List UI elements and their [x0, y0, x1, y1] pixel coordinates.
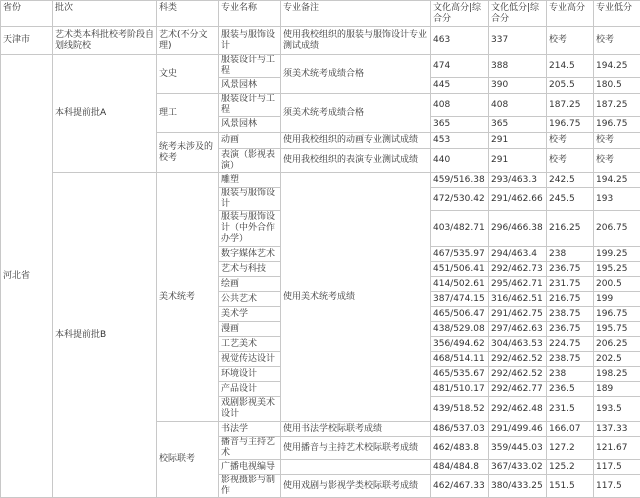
prof-high-cell: 196.75 [547, 117, 594, 133]
culture-high-cell: 451/506.41 [431, 262, 489, 277]
major-cell: 雕塑 [219, 173, 281, 188]
culture-high-cell: 414/502.61 [431, 277, 489, 292]
culture-low-cell: 291 [489, 149, 547, 173]
major-cell: 美术学 [219, 307, 281, 322]
prof-high-cell: 224.75 [547, 337, 594, 352]
major-cell: 广播电视编导 [219, 460, 281, 475]
culture-low-cell: 292/462.52 [489, 352, 547, 367]
major-cell: 绘画 [219, 277, 281, 292]
prof-high-cell: 231.5 [547, 397, 594, 422]
major-cell: 服装设计与工程 [219, 55, 281, 78]
header-province: 省份 [1, 1, 53, 27]
prof-high-cell: 校考 [547, 149, 594, 173]
batch-cell: 本科提前批A [53, 55, 157, 173]
major-cell: 动画 [219, 133, 281, 149]
major-cell: 漫画 [219, 322, 281, 337]
table-row [1, 55, 640, 78]
major-cell: 服装设计与工程 [219, 94, 281, 117]
culture-low-cell: 291/499.46 [489, 422, 547, 437]
prof-high-cell: 125.2 [547, 460, 594, 475]
major-cell: 播音与主持艺术 [219, 437, 281, 460]
prof-high-cell: 216.75 [547, 292, 594, 307]
note-cell: 须美术统考成绩合格 [281, 94, 431, 133]
header-note: 专业备注 [281, 1, 431, 27]
culture-low-cell: 292/462.73 [489, 262, 547, 277]
culture-low-cell: 316/462.51 [489, 292, 547, 307]
category-cell: 校际联考 [157, 422, 219, 498]
prof-low-cell: 199 [594, 292, 640, 307]
prof-high-cell: 214.5 [547, 55, 594, 78]
prof-high-cell: 238 [547, 247, 594, 262]
culture-low-cell: 294/463.4 [489, 247, 547, 262]
prof-low-cell: 198.25 [594, 367, 640, 382]
prof-high-cell: 205.5 [547, 78, 594, 94]
note-cell: 使用美术统考成绩 [281, 173, 431, 422]
culture-low-cell: 292/462.77 [489, 382, 547, 397]
prof-low-cell: 194.25 [594, 55, 640, 78]
prof-low-cell: 180.5 [594, 78, 640, 94]
prof-high-cell: 231.75 [547, 277, 594, 292]
note-cell: 使用戏剧与影视学类校际联考成绩 [281, 475, 431, 498]
major-cell: 风景园林 [219, 78, 281, 94]
culture-low-cell: 365 [489, 117, 547, 133]
note-cell: 使用我校组织的动画专业测试成绩 [281, 133, 431, 149]
prof-low-cell: 202.5 [594, 352, 640, 367]
header-culture-low: 文化低分|综合分 [489, 1, 547, 27]
prof-low-cell: 206.25 [594, 337, 640, 352]
prof-high-cell: 236.75 [547, 262, 594, 277]
prof-high-cell: 166.07 [547, 422, 594, 437]
major-cell: 公共艺术 [219, 292, 281, 307]
table-row [1, 27, 640, 55]
prof-low-cell: 117.5 [594, 475, 640, 498]
prof-high-cell: 151.5 [547, 475, 594, 498]
header-culture-high: 文化高分|综合分 [431, 1, 489, 27]
major-cell: 服装与服饰设计 [219, 188, 281, 211]
major-cell: 服装与服饰设计 [219, 27, 281, 55]
prof-high-cell: 238.75 [547, 307, 594, 322]
major-cell: 戏剧影视美术设计 [219, 397, 281, 422]
prof-low-cell: 196.75 [594, 117, 640, 133]
culture-high-cell: 465/535.67 [431, 367, 489, 382]
major-cell: 艺术与科技 [219, 262, 281, 277]
culture-low-cell: 388 [489, 55, 547, 78]
culture-high-cell: 465/506.47 [431, 307, 489, 322]
culture-high-cell: 467/535.97 [431, 247, 489, 262]
culture-low-cell: 367/433.02 [489, 460, 547, 475]
prof-low-cell: 195.75 [594, 322, 640, 337]
culture-high-cell: 438/529.08 [431, 322, 489, 337]
prof-high-cell: 校考 [547, 133, 594, 149]
culture-high-cell: 474 [431, 55, 489, 78]
culture-low-cell: 296/466.38 [489, 211, 547, 247]
culture-low-cell: 292/462.48 [489, 397, 547, 422]
note-cell: 使用我校组织的服装与服饰设计专业测试成绩 [281, 27, 431, 55]
culture-high-cell: 462/483.8 [431, 437, 489, 460]
culture-high-cell: 439/518.52 [431, 397, 489, 422]
culture-high-cell: 463 [431, 27, 489, 55]
prof-high-cell: 127.2 [547, 437, 594, 460]
category-cell: 美术统考 [157, 173, 219, 422]
culture-low-cell: 292/462.52 [489, 367, 547, 382]
note-cell: 使用书法学校际联考成绩 [281, 422, 431, 437]
prof-high-cell: 238 [547, 367, 594, 382]
note-cell [281, 460, 431, 475]
category-cell: 艺术(不分文理) [157, 27, 219, 55]
culture-high-cell: 459/516.38 [431, 173, 489, 188]
culture-low-cell: 291 [489, 133, 547, 149]
culture-high-cell: 468/514.11 [431, 352, 489, 367]
header-row [1, 1, 640, 27]
prof-low-cell: 117.5 [594, 460, 640, 475]
prof-high-cell: 236.5 [547, 382, 594, 397]
note-cell: 须美术统考成绩合格 [281, 55, 431, 94]
category-cell: 统考未涉及的校考 [157, 133, 219, 173]
culture-high-cell: 486/537.03 [431, 422, 489, 437]
prof-low-cell: 187.25 [594, 94, 640, 117]
major-cell: 产品设计 [219, 382, 281, 397]
prof-low-cell: 189 [594, 382, 640, 397]
province-cell: 天津市 [1, 27, 53, 55]
culture-high-cell: 365 [431, 117, 489, 133]
culture-high-cell: 440 [431, 149, 489, 173]
header-prof-high: 专业高分 [547, 1, 594, 27]
prof-high-cell: 242.5 [547, 173, 594, 188]
culture-high-cell: 453 [431, 133, 489, 149]
prof-low-cell: 校考 [594, 149, 640, 173]
category-cell: 文史 [157, 55, 219, 94]
prof-low-cell: 200.5 [594, 277, 640, 292]
note-cell: 使用播音与主持艺术校际联考成绩 [281, 437, 431, 460]
note-cell: 使用我校组织的表演专业测试成绩 [281, 149, 431, 173]
major-cell: 影视摄影与制作 [219, 475, 281, 498]
culture-high-cell: 387/474.15 [431, 292, 489, 307]
culture-high-cell: 484/484.8 [431, 460, 489, 475]
batch-cell: 艺术类本科批校考阶段自划线院校 [53, 27, 157, 55]
major-cell: 风景园林 [219, 117, 281, 133]
prof-low-cell: 121.67 [594, 437, 640, 460]
batch-cell: 本科提前批B [53, 173, 157, 498]
culture-high-cell: 403/482.71 [431, 211, 489, 247]
major-cell: 环境设计 [219, 367, 281, 382]
table-row [1, 173, 640, 188]
major-cell: 服装与服饰设计（中外合作办学） [219, 211, 281, 247]
prof-low-cell: 137.33 [594, 422, 640, 437]
prof-high-cell: 245.5 [547, 188, 594, 211]
culture-low-cell: 295/462.71 [489, 277, 547, 292]
prof-high-cell: 216.25 [547, 211, 594, 247]
culture-low-cell: 291/462.66 [489, 188, 547, 211]
major-cell: 工艺美术 [219, 337, 281, 352]
culture-high-cell: 356/494.62 [431, 337, 489, 352]
culture-low-cell: 297/462.63 [489, 322, 547, 337]
culture-low-cell: 337 [489, 27, 547, 55]
province-cell: 河北省 [1, 55, 53, 498]
culture-high-cell: 445 [431, 78, 489, 94]
prof-low-cell: 199.25 [594, 247, 640, 262]
culture-high-cell: 462/467.33 [431, 475, 489, 498]
header-major: 专业名称 [219, 1, 281, 27]
prof-low-cell: 196.75 [594, 307, 640, 322]
major-cell: 数字媒体艺术 [219, 247, 281, 262]
header-prof-low: 专业低分 [594, 1, 640, 27]
culture-high-cell: 408 [431, 94, 489, 117]
prof-high-cell: 187.25 [547, 94, 594, 117]
culture-low-cell: 390 [489, 78, 547, 94]
culture-high-cell: 472/530.42 [431, 188, 489, 211]
prof-high-cell: 236.75 [547, 322, 594, 337]
prof-low-cell: 194.25 [594, 173, 640, 188]
prof-low-cell: 195.25 [594, 262, 640, 277]
header-category: 科类 [157, 1, 219, 27]
culture-low-cell: 408 [489, 94, 547, 117]
culture-low-cell: 291/462.75 [489, 307, 547, 322]
prof-high-cell: 校考 [547, 27, 594, 55]
culture-high-cell: 481/510.17 [431, 382, 489, 397]
major-cell: 视觉传达设计 [219, 352, 281, 367]
prof-low-cell: 校考 [594, 27, 640, 55]
major-cell: 表演（影视表演） [219, 149, 281, 173]
prof-low-cell: 193.5 [594, 397, 640, 422]
prof-low-cell: 校考 [594, 133, 640, 149]
major-cell: 书法学 [219, 422, 281, 437]
category-cell: 理工 [157, 94, 219, 133]
header-batch: 批次 [53, 1, 157, 27]
culture-low-cell: 359/445.03 [489, 437, 547, 460]
prof-low-cell: 193 [594, 188, 640, 211]
prof-low-cell: 206.75 [594, 211, 640, 247]
culture-low-cell: 380/433.25 [489, 475, 547, 498]
prof-high-cell: 238.75 [547, 352, 594, 367]
culture-low-cell: 293/463.3 [489, 173, 547, 188]
culture-low-cell: 304/463.53 [489, 337, 547, 352]
